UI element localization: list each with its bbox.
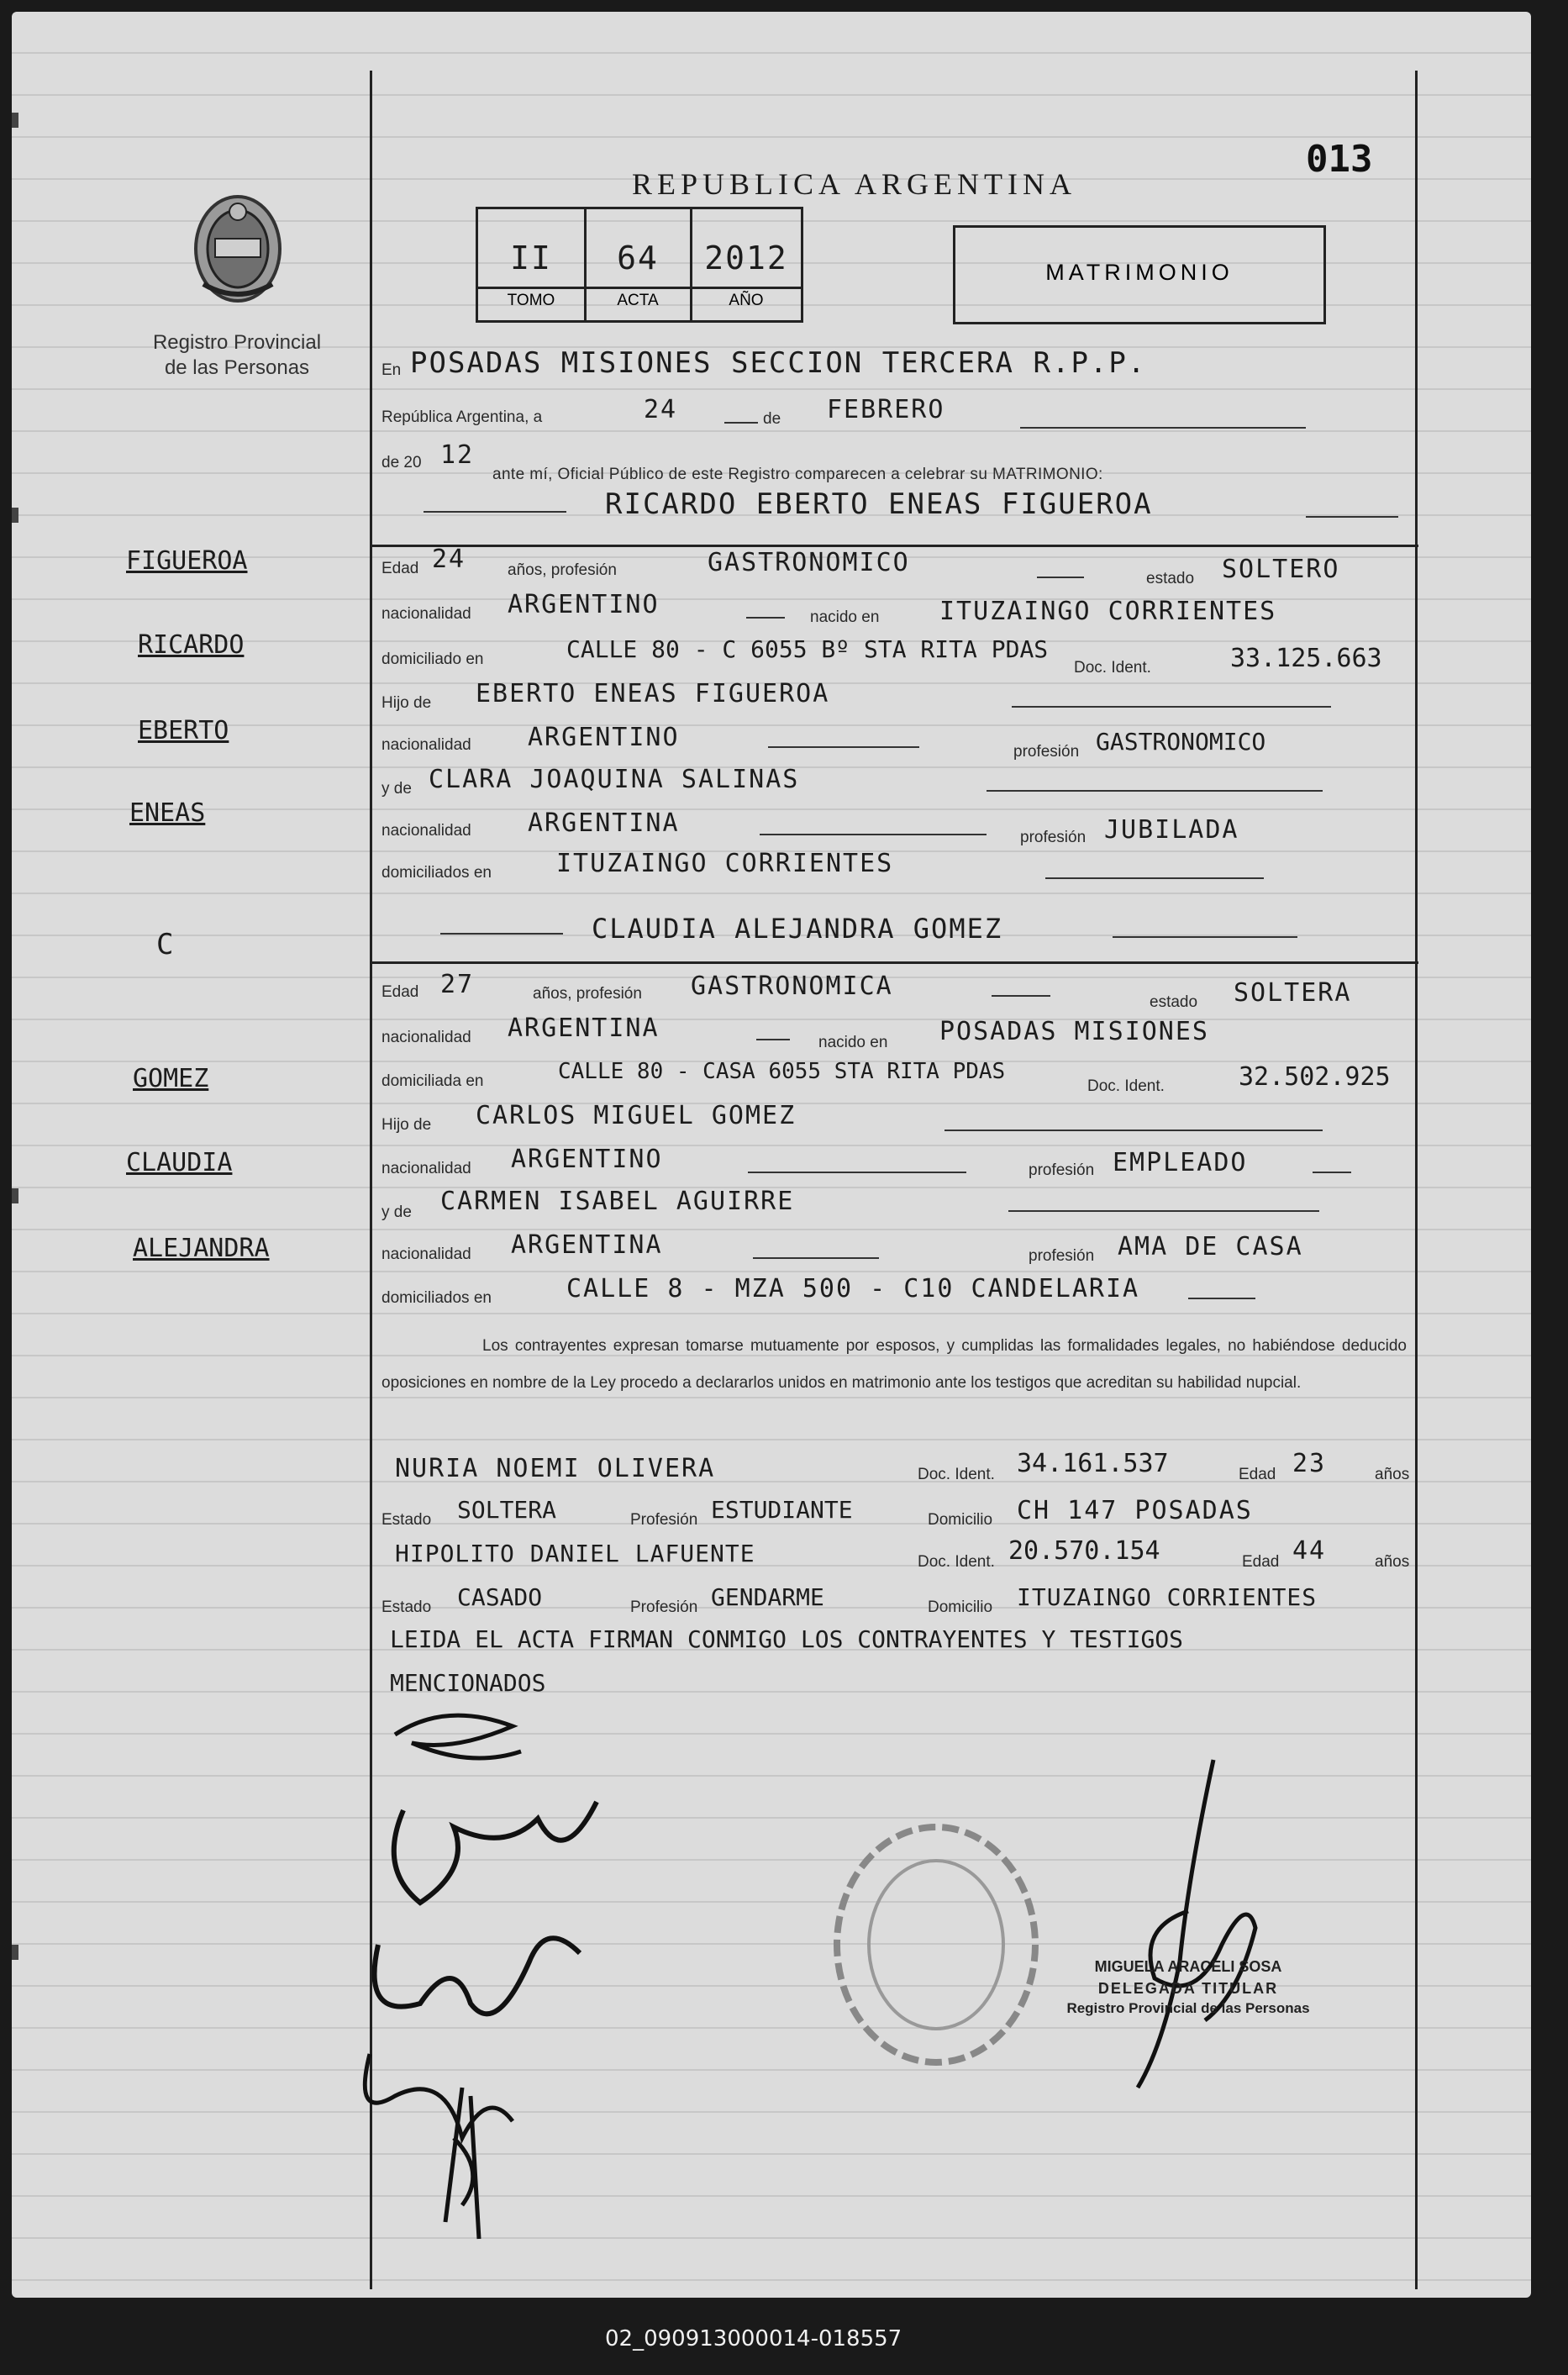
official-signature: [1087, 1743, 1272, 2096]
rule: [1012, 706, 1331, 708]
groom-doc: 33.125.663: [1230, 644, 1382, 673]
page-number: 013: [1306, 138, 1373, 181]
declaration-text: Los contrayentes expresan tomarse mutuamente por esposos, y cumplidas las formalidades legales, no habiéndose deducido oposiciones en nombre de la Ley procedo a declararlos unidos en matrimonio ante los testigos que acreditan su habilidad nupcial.: [381, 1337, 1407, 1392]
groom-father-nationality: ARGENTINO: [528, 723, 680, 752]
witness1-doc: 34.161.537: [1017, 1449, 1169, 1478]
label-domiciliado-en: domiciliado en: [381, 650, 484, 668]
bride-mother: CARMEN ISABEL AGUIRRE: [440, 1187, 795, 1216]
rule: [1037, 577, 1084, 578]
label-anos-profesion: años, profesión: [508, 561, 617, 579]
groom-father-profession: GASTRONOMICO: [1096, 728, 1266, 756]
bride-address: CALLE 80 - CASA 6055 STA RITA PDAS: [558, 1059, 1006, 1084]
label-nacionalidad: nacionalidad: [381, 822, 471, 840]
intro-year: 12: [440, 440, 475, 470]
label-y-de: y de: [381, 1203, 412, 1221]
acta-label: ACTA: [617, 292, 659, 309]
label-profesion: profesión: [1013, 743, 1080, 761]
groom-mother-nationality: ARGENTINA: [528, 808, 680, 838]
label-nacionalidad: nacionalidad: [381, 1245, 471, 1263]
binding-mark: [12, 1188, 18, 1203]
bride-age: 27: [440, 970, 475, 999]
margin-note: C: [156, 928, 174, 961]
label-nacido-en: nacido en: [810, 608, 880, 626]
witness1-status: SOLTERA: [457, 1496, 557, 1524]
bride-name: CLAUDIA ALEJANDRA GOMEZ: [592, 913, 1003, 945]
margin-note: RICARDO: [138, 630, 245, 660]
binding-mark: [12, 508, 18, 523]
label-nacionalidad: nacionalidad: [381, 736, 471, 754]
closing-line2: MENCIONADOS: [390, 1669, 546, 1697]
label-doc-ident: Doc. Ident.: [1087, 1077, 1165, 1095]
witness1-address: CH 147 POSADAS: [1017, 1496, 1253, 1525]
label-profesion: profesión: [1020, 829, 1087, 846]
groom-mother-profession: JUBILADA: [1104, 815, 1239, 845]
rule: [760, 834, 987, 835]
provincial-emblem: [187, 190, 289, 308]
label-edad: Edad: [381, 983, 419, 1001]
section-divider: [370, 961, 1418, 964]
groom-father: EBERTO ENEAS FIGUEROA: [476, 679, 830, 708]
margin-note: FIGUEROA: [126, 546, 248, 576]
label-w2-profesion: Profesión: [630, 1598, 698, 1616]
rule: [992, 995, 1050, 997]
witness2-doc: 20.570.154: [1008, 1536, 1160, 1566]
label-edad: Edad: [381, 560, 419, 577]
record-type: MATRIMONIO: [1045, 260, 1234, 285]
label-domiciliados-en: domiciliados en: [381, 864, 492, 882]
label-profesion: profesión: [1029, 1161, 1095, 1179]
bride-parents-address: CALLE 8 - MZA 500 - C10 CANDELARIA: [566, 1274, 1140, 1303]
bride-father-profession: EMPLEADO: [1113, 1148, 1248, 1177]
groom-age: 24: [432, 545, 466, 574]
margin-note: GOMEZ: [133, 1064, 209, 1093]
rule: [944, 1130, 1323, 1131]
label-w2-domicilio: Domicilio: [928, 1598, 993, 1616]
official-seal: [827, 1819, 1045, 2071]
box-divider: [690, 209, 692, 320]
margin-note: EBERTO: [138, 716, 229, 745]
stamp-title: DELEGADA TITULAR: [1097, 1980, 1279, 1997]
label-w1-estado: Estado: [381, 1511, 432, 1529]
label-domiciliada-en: domiciliada en: [381, 1072, 484, 1090]
box-divider: [478, 287, 801, 289]
groom-address: CALLE 80 - C 6055 Bº STA RITA PDAS: [566, 635, 1049, 663]
rule: [1313, 1172, 1351, 1173]
label-doc-ident: Doc. Ident.: [1074, 659, 1151, 677]
witness2-profession: GENDARME: [711, 1583, 824, 1611]
country-title: REPUBLICA ARGENTINA: [632, 167, 1077, 201]
bride-father-nationality: ARGENTINO: [511, 1145, 663, 1174]
label-hijo-de: Hijo de: [381, 1116, 432, 1134]
label-w2-estado: Estado: [381, 1598, 432, 1616]
rule: [1045, 877, 1264, 879]
intro-day: 24: [644, 395, 678, 424]
record-number-box: [476, 207, 803, 323]
label-estado: estado: [1146, 570, 1195, 587]
groom-name: RICARDO EBERTO ENEAS FIGUEROA: [605, 487, 1153, 521]
rule: [768, 746, 919, 748]
label-w1-edad: Edad: [1239, 1466, 1276, 1483]
groom-nationality: ARGENTINO: [508, 590, 660, 619]
rule: [1020, 427, 1306, 429]
label-w1-anos: años: [1375, 1466, 1410, 1483]
binding-mark: [12, 1945, 18, 1960]
groom-parents-address: ITUZAINGO CORRIENTES: [556, 849, 894, 878]
bride-profession: GASTRONOMICA: [691, 972, 893, 1001]
rule: [440, 933, 563, 935]
party-signatures: [345, 1701, 613, 2256]
intro-place: POSADAS MISIONES SECCION TERCERA R.P.P.: [410, 346, 1147, 380]
witness2-status: CASADO: [457, 1583, 543, 1611]
rule: [746, 617, 785, 619]
rule: [1188, 1298, 1255, 1299]
registry-name-line1: Registro Provincial: [152, 331, 322, 354]
label-w2-doc: Doc. Ident.: [918, 1553, 995, 1571]
label-en: En: [381, 361, 402, 379]
bride-birthplace: POSADAS MISIONES: [939, 1017, 1209, 1046]
bride-father: CARLOS MIGUEL GOMEZ: [476, 1101, 797, 1130]
witness1-profession: ESTUDIANTE: [711, 1496, 853, 1524]
witness2-name: HIPOLITO DANIEL LAFUENTE: [395, 1540, 755, 1567]
rule: [753, 1257, 879, 1259]
label-y-de: y de: [381, 780, 412, 798]
label-nacida-en: nacido en: [818, 1034, 888, 1051]
intro-month: FEBRERO: [827, 395, 945, 424]
right-margin-line: [1415, 71, 1418, 2289]
rule: [748, 1172, 966, 1173]
section-divider: [370, 545, 1418, 547]
bride-mother-profession: AMA DE CASA: [1118, 1232, 1303, 1261]
label-republica: República Argentina, a: [381, 408, 543, 426]
rule: [1008, 1210, 1319, 1212]
bride-doc: 32.502.925: [1239, 1062, 1391, 1092]
footer-code: 02_090913000014-018557: [605, 2326, 902, 2351]
tomo-label: TOMO: [507, 292, 555, 309]
label-nacionalidad: nacionalidad: [381, 1160, 471, 1177]
groom-status: SOLTERO: [1222, 555, 1340, 584]
label-w2-anos: años: [1375, 1553, 1410, 1571]
record-type-box: [953, 225, 1326, 324]
margin-note: CLAUDIA: [126, 1148, 233, 1177]
label-domiciliados-en: domiciliados en: [381, 1289, 492, 1307]
tomo-value: II: [510, 240, 552, 276]
closing-line1: LEIDA EL ACTA FIRMAN CONMIGO LOS CONTRAYENTES Y TESTIGOS: [390, 1625, 1184, 1653]
label-nacionalidad: nacionalidad: [381, 1029, 471, 1046]
label-profesion: profesión: [1029, 1247, 1095, 1265]
label-w1-profesion: Profesión: [630, 1511, 698, 1529]
groom-birthplace: ITUZAINGO CORRIENTES: [939, 597, 1277, 626]
ante-text: ante mí, Oficial Público de este Registro comparecen a celebrar su MATRIMONIO:: [492, 466, 1103, 483]
label-nacionalidad: nacionalidad: [381, 605, 471, 623]
document-page: [12, 12, 1531, 2298]
stamp-name: MIGUELA ARACELI SOSA: [1094, 1958, 1282, 1975]
rule: [424, 511, 566, 513]
ano-label: AÑO: [729, 292, 764, 309]
acta-value: 64: [617, 240, 659, 276]
label-year-prefix: de 20: [381, 454, 422, 471]
rule: [1113, 936, 1297, 938]
registry-name-line2: de las Personas: [164, 356, 310, 379]
witness1-age: 23: [1292, 1449, 1327, 1478]
label-de: de: [763, 410, 781, 428]
bride-mother-nationality: ARGENTINA: [511, 1230, 663, 1260]
margin-note: ALEJANDRA: [133, 1234, 270, 1263]
label-anos-profesion: años, profesión: [533, 985, 642, 1003]
bride-nationality: ARGENTINA: [508, 1014, 660, 1043]
label-w1-doc: Doc. Ident.: [918, 1466, 995, 1483]
label-hijo-de: Hijo de: [381, 694, 432, 712]
witness2-address: ITUZAINGO CORRIENTES: [1017, 1583, 1318, 1611]
bride-status: SOLTERA: [1234, 978, 1352, 1008]
binding-mark: [12, 113, 18, 128]
witness1-name: NURIA NOEMI OLIVERA: [395, 1454, 716, 1483]
rule: [756, 1039, 790, 1040]
rule: [1306, 516, 1398, 518]
margin-note: ENEAS: [129, 798, 206, 828]
groom-mother: CLARA JOAQUINA SALINAS: [429, 765, 800, 794]
stamp-office: Registro Provincial de las Personas: [1066, 2000, 1310, 2016]
label-estado: estado: [1150, 993, 1198, 1011]
groom-profession: GASTRONOMICO: [708, 548, 910, 577]
label-w1-domicilio: Domicilio: [928, 1511, 993, 1529]
rule: [987, 790, 1323, 792]
rule: [724, 422, 758, 424]
witness2-age: 44: [1292, 1536, 1327, 1566]
label-w2-edad: Edad: [1242, 1553, 1280, 1571]
ano-value: 2012: [704, 240, 788, 276]
